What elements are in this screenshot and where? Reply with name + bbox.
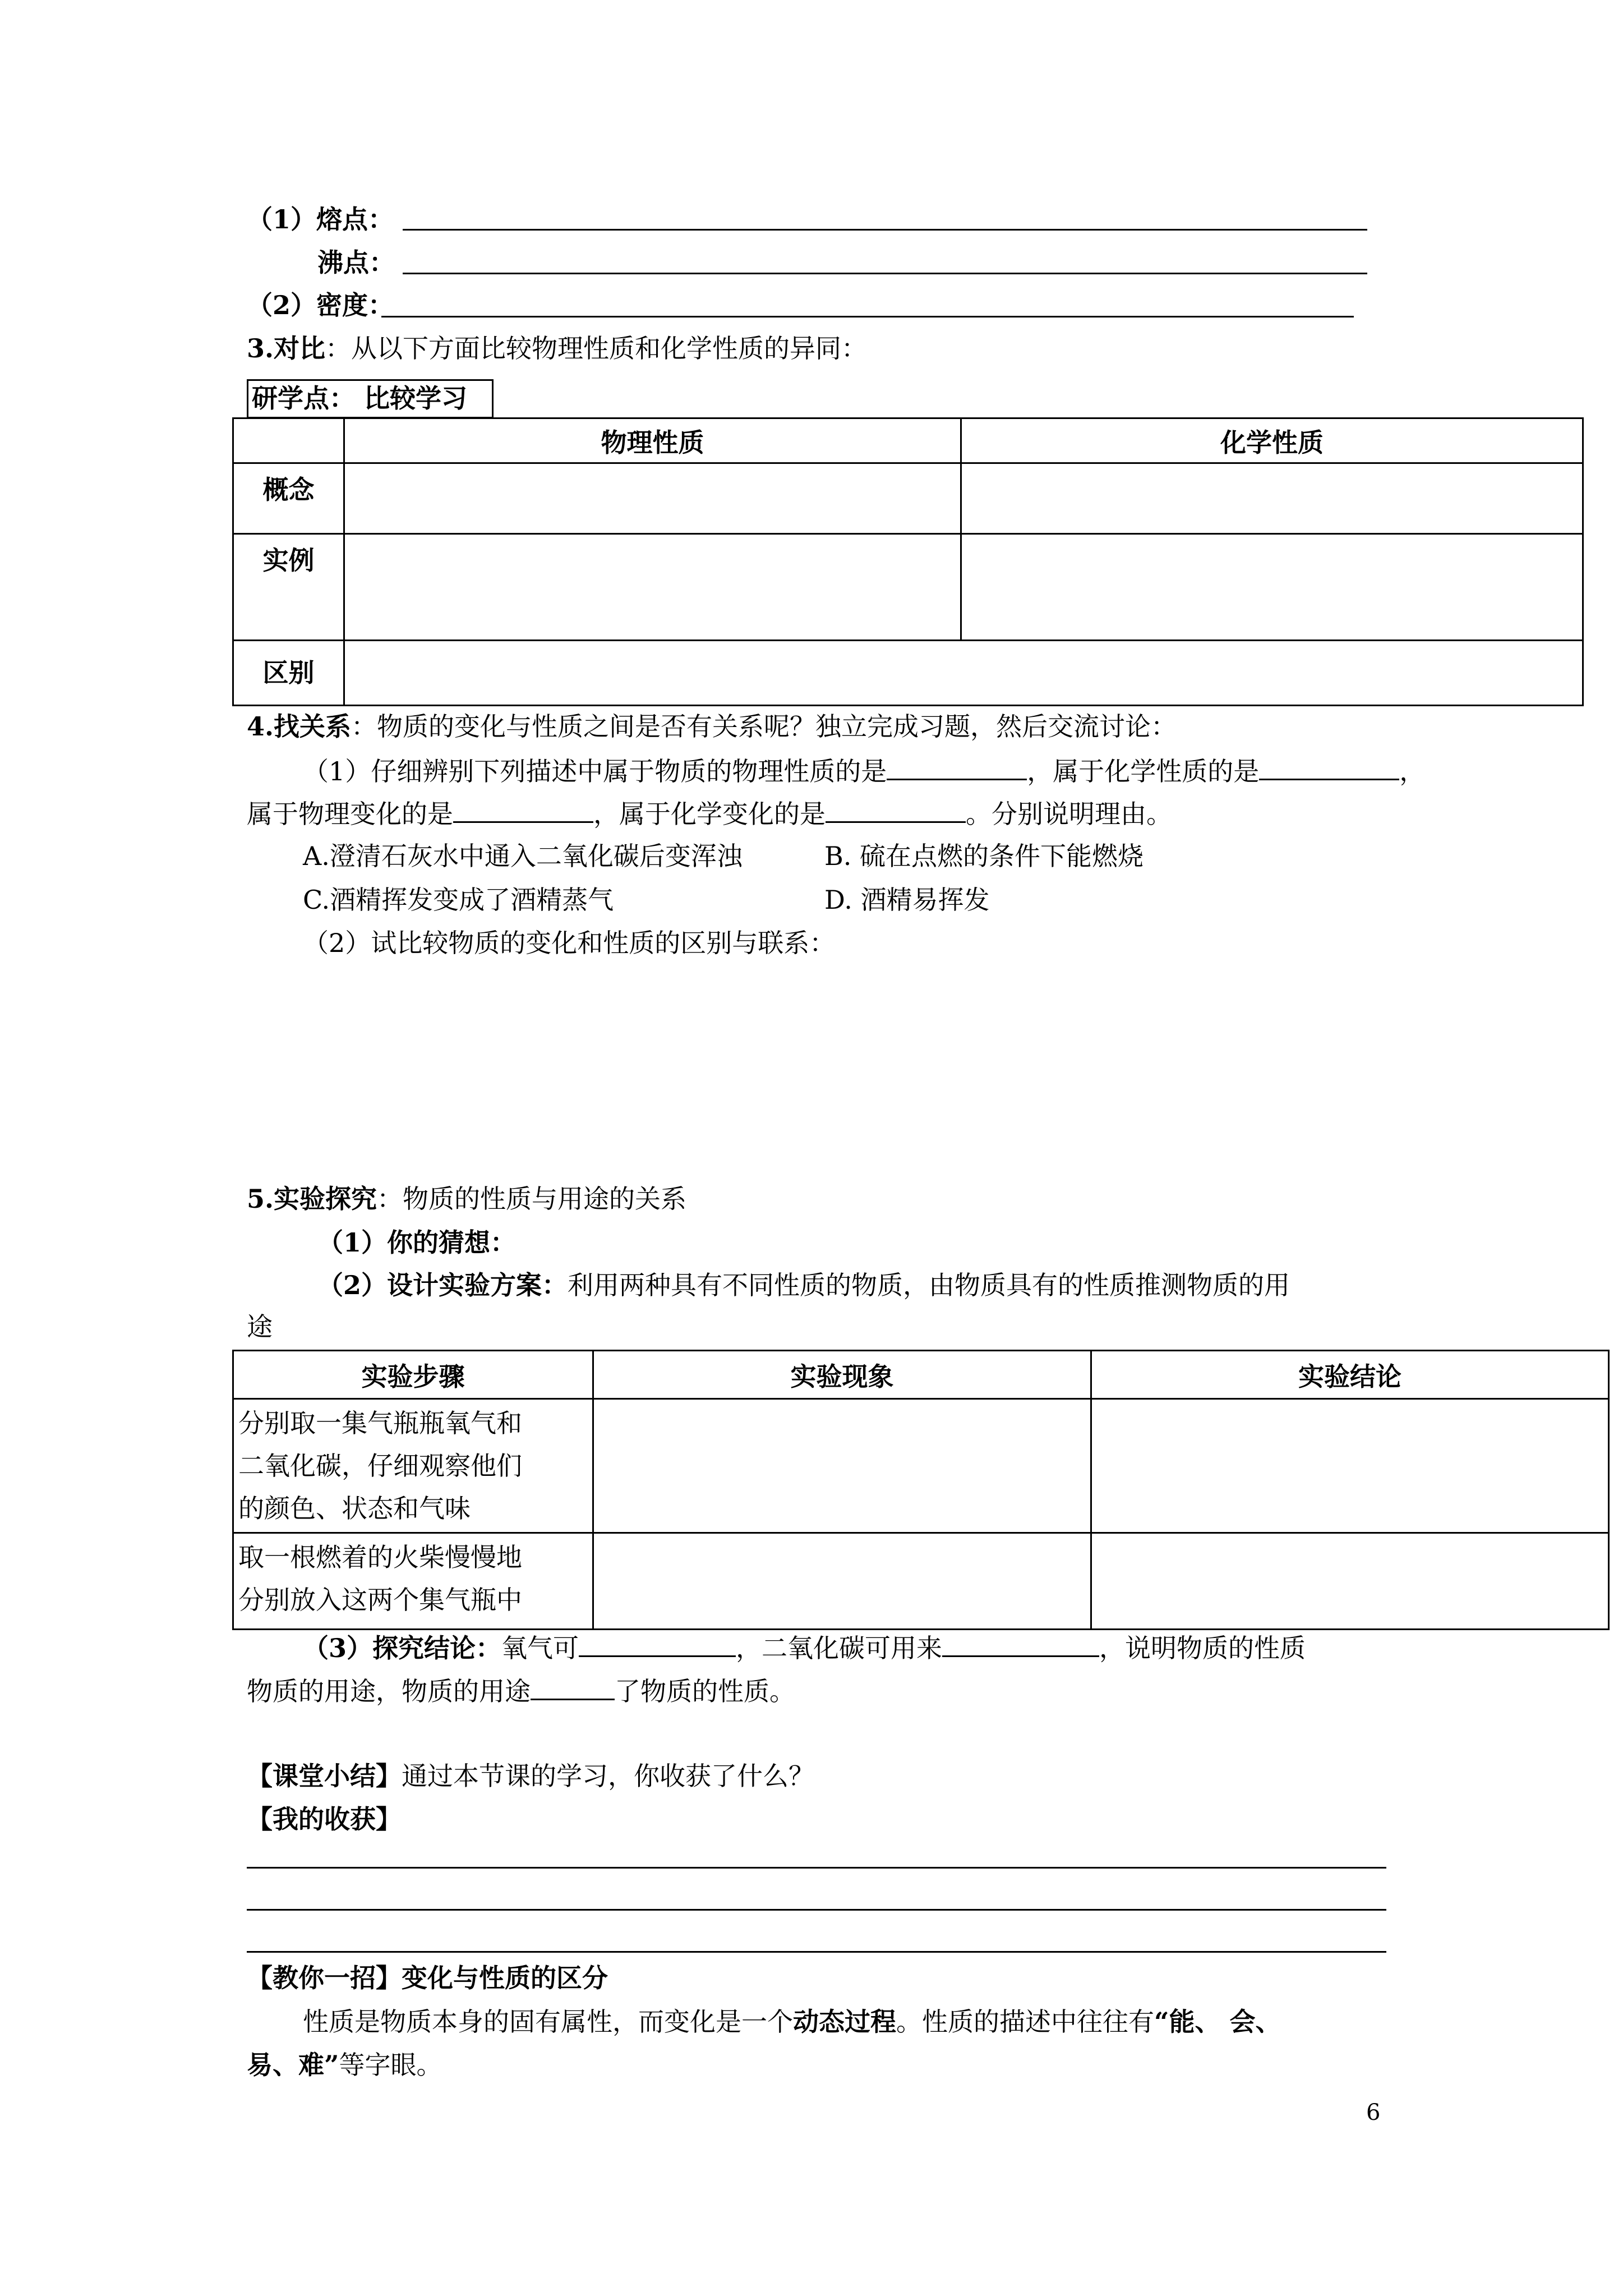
concept-physical-cell[interactable] [344,463,961,534]
q2: （2）试比较物质的变化和性质的区别与联系： [303,928,836,958]
q1-line2: 属于物理变化的是 ，属于化学变化的是 。分别说明理由。 [247,795,1172,831]
section-3-heading: 3.对比：从以下方面比较物理性质和化学性质的异同： [247,333,868,364]
comparison-table [232,417,1584,706]
conclusion-line1: （3）探究结论：氧气可 ，二氧化碳可用来 ，说明物质的性质 [303,1630,1306,1665]
option-a: A.澄清石灰水中通入二氧化碳后变浑浊 [303,841,743,871]
option-c: C.酒精挥发变成了酒精蒸气 [303,885,614,915]
physical-property-blank[interactable] [887,753,1027,780]
co2-use-blank[interactable] [942,1630,1099,1657]
melting-point-label: （1）熔点： [247,204,394,234]
col-chemical: 化学性质 [961,418,1583,463]
boiling-point-blank[interactable] [403,273,1367,274]
header-steps: 实验步骤 [233,1351,593,1399]
boiling-point-label: 沸点： [317,247,395,278]
tip-line1: 性质是物质本身的固有属性，而变化是一个动态过程。性质的描述中往往有“能、 会、 [303,2007,1281,2037]
study-point-box: 研学点： 比较学习 [247,379,494,418]
tip-line2: 易、难”等字眼。 [247,2050,442,2080]
section-5-heading: 5.实验探究：物质的性质与用途的关系 [247,1184,687,1214]
harvest-line-3[interactable] [247,1951,1386,1953]
section-4-heading: 4.找关系：物质的变化与性质之间是否有关系呢？独立完成习题，然后交流讨论： [247,711,1177,742]
step-1-phenomena-cell[interactable] [593,1399,1091,1533]
oxygen-use-blank[interactable] [579,1630,736,1657]
design-line: （2）设计实验方案：利用两种具有不同性质的物质，由物质具有的性质推测物质的用 [317,1270,1290,1300]
step-2-cell: 取一根燃着的火柴慢慢地 分别放入这两个集气瓶中 [233,1533,593,1630]
melting-point-blank[interactable] [403,229,1367,231]
col-physical: 物理性质 [344,418,961,463]
density-blank[interactable] [381,316,1354,318]
summary-line: 【课堂小结】通过本节课的学习，你收获了什么？ [247,1761,814,1791]
header-phenomena: 实验现象 [593,1351,1091,1399]
row-example: 实例 [233,534,344,641]
option-b: B. 硫在点燃的条件下能燃烧 [824,841,1144,871]
experiment-table [232,1350,1610,1630]
header-conclusion: 实验结论 [1091,1351,1609,1399]
row-difference: 区别 [233,641,344,706]
chemical-property-blank[interactable] [1259,753,1399,780]
step-2-conclusion-cell[interactable] [1091,1533,1609,1630]
example-physical-cell[interactable] [344,534,961,641]
chemical-change-blank[interactable] [826,795,966,823]
design-line-cont: 途 [247,1312,273,1342]
harvest-line-2[interactable] [247,1909,1386,1911]
step-2-phenomena-cell[interactable] [593,1533,1091,1630]
option-d: D. 酒精易挥发 [824,885,990,915]
step-1-conclusion-cell[interactable] [1091,1399,1609,1533]
conclusion-line2: 物质的用途，物质的用途 了物质的性质。 [247,1673,795,1709]
row-concept: 概念 [233,463,344,534]
density-label: （2）密度： [247,290,394,320]
harvest-line-1[interactable] [247,1867,1386,1869]
q1-line1: （1）仔细辨别下列描述中属于物质的物理性质的是 ，属于化学性质的是 ， [303,753,1425,789]
guess-label: （1）你的猜想： [317,1227,517,1258]
tip-heading: 【教你一招】变化与性质的区分 [247,1963,608,1993]
difference-cell[interactable] [344,641,1583,706]
step-1-cell: 分别取一集气瓶瓶氧气和 二氧化碳，仔细观察他们 的颜色、状态和气味 [233,1399,593,1533]
example-chemical-cell[interactable] [961,534,1583,641]
relation-blank[interactable] [531,1673,615,1700]
page-number: 6 [1366,2100,1381,2125]
physical-change-blank[interactable] [453,795,593,823]
harvest-heading: 【我的收获】 [247,1804,402,1834]
concept-chemical-cell[interactable] [961,463,1583,534]
